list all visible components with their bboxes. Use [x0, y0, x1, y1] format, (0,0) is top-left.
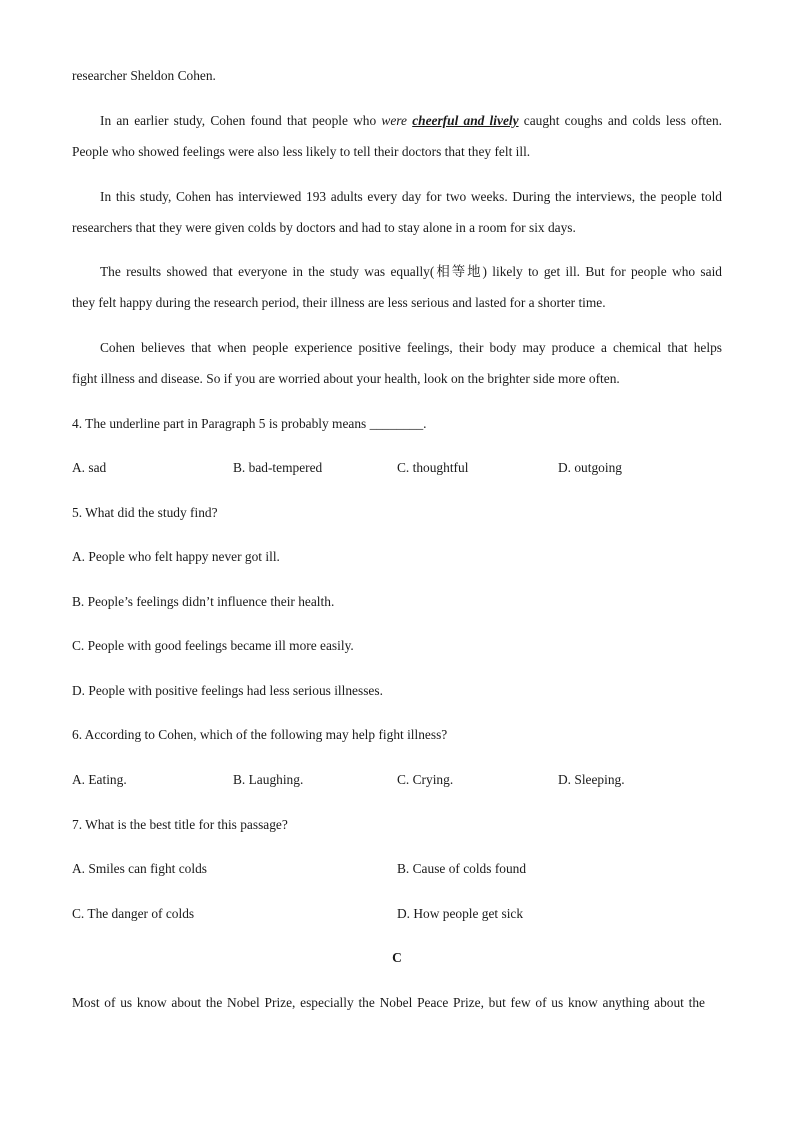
question-7-option-b: B. Cause of colds found: [397, 861, 527, 876]
question-5-option-a: A. People who felt happy never got ill.: [72, 549, 280, 564]
question-7-option-d: D. How people get sick: [397, 906, 524, 921]
question-6-option-b: B. Laughing.: [233, 772, 304, 787]
paragraph-2-line-1: [72, 112, 722, 130]
paragraph-5-line-2: fight illness and disease. So if you are worried about your health, look on the brighter side more often.: [72, 371, 620, 386]
paragraph-2-line-2: People who showed feelings were also less likely to tell their doctors that they felt ill.: [72, 144, 531, 159]
question-5-option-d: D. People with positive feelings had less serious illnesses.: [72, 683, 383, 698]
question-6-option-d: D. Sleeping.: [558, 772, 625, 787]
text-span: caught coughs and colds less often.: [518, 113, 723, 128]
section-heading: C: [392, 950, 402, 965]
paragraph-4-line-2: they felt happy during the research period, their illness are less serious and lasted for a shorter time.: [72, 295, 606, 310]
question-6-option-c: C. Crying.: [397, 772, 454, 787]
paragraph-4-line-1: The results showed that everyone in the study was equally(相等地) likely to get ill. But for people who said: [100, 264, 722, 279]
passage-line: researcher Sheldon Cohen.: [72, 68, 216, 83]
underlined-phrase: cheerful and lively: [412, 113, 519, 128]
question-4-option-c: C. thoughtful: [397, 460, 469, 475]
paragraph-3-line-2: researchers that they were given colds by doctors and had to stay alone in a room for six days.: [72, 220, 576, 235]
question-4-option-b: B. bad-tempered: [233, 460, 323, 475]
question-5-option-c: C. People with good feelings became ill more easily.: [72, 638, 354, 653]
question-5-stem: 5. What did the study find?: [72, 505, 218, 520]
question-7-option-c: C. The danger of colds: [72, 906, 195, 921]
paragraph-5-line-1: Cohen believes that when people experience positive feelings, their body may produce a chemical that helps: [100, 340, 722, 355]
italic-text: were: [381, 113, 407, 128]
section-c-line-1: Most of us know about the Nobel Prize, especially the Nobel Peace Prize, but few of us know anything about the: [72, 995, 705, 1010]
question-4-option-d: D. outgoing: [558, 460, 622, 475]
question-6-option-a: A. Eating.: [72, 772, 127, 787]
question-5-option-b: B. People’s feelings didn’t influence their health.: [72, 594, 335, 609]
question-7-option-a: A. Smiles can fight colds: [72, 861, 208, 876]
question-4-option-a: A. sad: [72, 460, 107, 475]
text-span: In an earlier study, Cohen found that people who: [100, 113, 382, 128]
question-6-stem: 6. According to Cohen, which of the following may help fight illness?: [72, 727, 448, 742]
question-4-stem: 4. The underline part in Paragraph 5 is probably means ________.: [72, 416, 427, 431]
paragraph-3-line-1: In this study, Cohen has interviewed 193 adults every day for two weeks. During the interviews, the people told: [100, 189, 722, 204]
question-7-stem: 7. What is the best title for this passage?: [72, 817, 288, 832]
